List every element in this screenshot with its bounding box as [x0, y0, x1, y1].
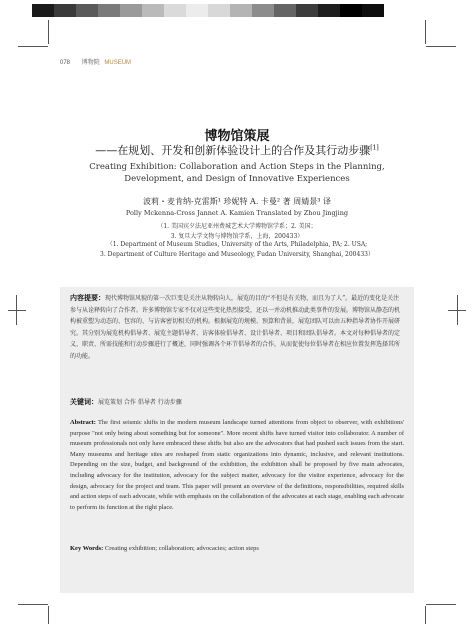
crop-mark-top-left-v: [48, 20, 49, 44]
article-subtitle: [0, 142, 474, 158]
crop-mark-mid-right-v: [457, 295, 458, 325]
color-swatch: [164, 4, 186, 17]
abstract-en: [70, 418, 404, 513]
color-swatch: [318, 4, 340, 17]
abstract-en-text: The first seismic shifts in the modern museum landscape turned attentions from object to observer, with exhibitions' purpose "not only being about something but for someone". More recent shifts have turned visitor into collaborator. A number of museum professionals not only have embraced these shifts but also are the advocators that had pushed such issues from the start. Many museums and heritage sites are reshaped from static organizations into dynamic, inclusive, and relevant institutions. Depending on the size, budget, and background of the exhibition, the exhibition shall be proposed by five main advocates, including advocacy for the institution, advocacy for the subject matter, advocacy for the visitor experience, advocacy for the design, advocacy for the project and team. This paper will present an overview of the definitions, responsibilities, required skills and action steps of each advocate, while with emphasis on the collaboration of the advocates at each stage, enabling each advocate to perform its function at the right place.: [70, 419, 404, 511]
crop-mark-top-right-v: [425, 20, 426, 44]
journal-name-en: MUSEUM: [104, 60, 132, 66]
keywords-en: [70, 545, 404, 552]
color-swatch: [120, 4, 142, 17]
page-number: 078: [60, 60, 71, 66]
keywords-en-label: Key Words:: [70, 545, 104, 552]
affiliations-en: [60, 240, 414, 259]
color-swatch: [296, 4, 318, 17]
affiliation-cn-line-1: （1. 美国宾夕法尼亚州费城艺术大学博物馆学系；2. 美国；: [157, 223, 317, 230]
authors-en: Polly Mckenna-Cross Jannet A. Kamien Translated by Zhou Jingjing: [125, 209, 349, 217]
color-swatch: [252, 4, 274, 17]
color-swatch: [208, 4, 230, 17]
keywords-cn-label: 关键词：: [70, 397, 98, 406]
crop-mark-top-right-h: [426, 46, 456, 47]
authors-cn: 波莉・麦肯纳-克雷斯¹ 珍妮特 A. 卡曼² 著 周婧景³ 译: [143, 197, 331, 206]
abstract-en-label: Abstract:: [70, 419, 96, 426]
color-swatch: [32, 4, 54, 17]
affiliations-cn: [0, 222, 474, 241]
keywords-cn-text: 展览策划 合作 倡导者 行动步骤: [98, 399, 182, 406]
affiliation-en-line-2: 3. Department of Culture Heritage and Museology, Fudan University, Shanghai, 200433）: [100, 250, 374, 258]
color-swatch: [54, 4, 76, 17]
article-title: 博物馆策展: [204, 129, 270, 144]
color-swatch: [76, 4, 98, 17]
crop-mark-bottom-right-h: [426, 604, 456, 605]
footnote-ref: [1]: [370, 144, 379, 152]
color-swatch: [186, 4, 208, 17]
subtitle-text: ——在规划、开发和创新体验设计上的合作及其行动步骤: [95, 144, 371, 157]
color-swatch: [274, 4, 296, 17]
crop-mark-top-left-h: [18, 46, 48, 47]
crop-mark-bottom-right-v: [425, 606, 426, 624]
crop-mark-bottom-left-v: [48, 606, 49, 624]
color-swatch: [98, 4, 120, 17]
color-swatch: [340, 4, 362, 17]
keywords-en-text: Creating exhibition; collaboration; advocacies; action steps: [103, 545, 259, 552]
affiliation-en-line-1: （1. Department of Museum Studies, University of the Arts, Philadelphia, PA; 2. USA;: [106, 241, 368, 248]
keywords-cn: [70, 397, 404, 407]
color-swatch: [362, 4, 384, 17]
abstract-cn-label: 内容提要：: [70, 293, 105, 302]
affiliation-cn-line-2: 3. 复旦大学文物与博物馆学系，上海，200433）: [170, 232, 304, 240]
crop-mark-mid-left-v: [16, 295, 17, 325]
journal-name: 博物院: [81, 60, 100, 66]
color-swatch: [230, 4, 252, 17]
crop-mark-mid-left-h: [8, 310, 26, 311]
running-header: [60, 57, 131, 66]
article-title-en: Creating Exhibition: Collaboration and Action Steps in the Planning, Development, and Design of Innovative Experiences: [89, 162, 385, 184]
color-calibration-bar: [32, 4, 384, 17]
crop-mark-bottom-left-h: [18, 604, 48, 605]
abstract-cn: [70, 292, 404, 363]
color-swatch: [142, 4, 164, 17]
abstract-cn-text: 现代博物馆风貌的第一次巨变是关注从物转向人，展览的目的“不但是有关物，而且为了人”。最近的变化是关注参与从诠释转向了合作者。许多博物馆专家不仅对这些变化热烈接受，还以一并动机推动此类事件的发展。博物馆从静态的机构被重塑为动态的、包容的、与访客密切相关的机构。根据展览的规模、预算和背景，展览团队可以由五种指导者协作开展研究。其分别为展览机构倡导者、展览主题倡导者、访客体验倡导者、设计倡导者、项目和团队倡导者。本文对每种倡导者的定义、职责、所需技能和行动步骤进行了概述，同时强调各个环节倡导者的合作，从而促使每位倡导者在相应位置发挥选择其所的功能。: [70, 295, 401, 360]
